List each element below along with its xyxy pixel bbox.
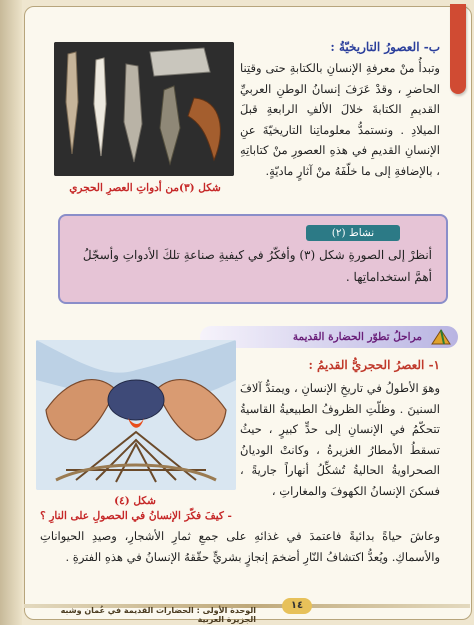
stages-banner-label: مراحلُ تطوّر الحضارة القديمة xyxy=(292,331,422,343)
stone-age-continuation: وعاشَ حياةً بدائيةً فاعتمدَ في غذائهِ على جمعِ ثمارِ الأشجارِ، وصيدِ الحيواناتِ والأسماكِ. ويُعدُّ اكتشافُ النّارِ أضخمَ إنجازٍ بشريٍّ حقّقهُ الإنسانُ في هذهِ الفترةِ . xyxy=(40,529,440,564)
activity-title: نشاط (٢) xyxy=(306,225,400,241)
page-footer xyxy=(24,598,470,624)
activity-text: أنظرْ إلى الصورةِ شكل (٣) وأفكّرُ في كيفيةِ صناعةِ تلكَ الأدواتِ وأسجّلُ أهمَّ استخداماتِها . xyxy=(82,248,432,284)
figure-3-caption: شكل (٣)من أدواتِ العصرِ الحجري xyxy=(69,182,221,194)
bookmark-ribbon xyxy=(450,4,466,94)
activity-box xyxy=(58,214,448,304)
stone-tools-photo xyxy=(54,42,234,176)
fire-making-illustration xyxy=(36,340,236,490)
page-number: ١٤ xyxy=(282,598,312,614)
figure-4-caption-question: - كيفَ فكّرَ الإنسانُ في الحصولِ على النارِ ؟ xyxy=(40,510,232,522)
section-b-paragraph: وتبدأُ منْ معرفةِ الإنسانِ بالكتابةِ حتى وقتِنا الحاضرِ ، وقدْ عَرَفَ إنسانُ الوطنِ العربيِّ القديمِ الكتابةَ خلالَ الألفِ الرابعةِ قبلَ الميلادِ . ونستمدُّ معلوماتِنا التاريخيّةَ عنِ الإنسانِ القديمِ في هذهِ العصورِ منْ كتاباتِهِ ، بالإضافةِ إلى ما خلّفَهُ منْ آثارٍ ماديّةٍ. xyxy=(240,61,440,178)
banner-icon xyxy=(430,328,452,346)
stone-age-paragraph: وهوَ الأطولُ في تاريخِ الإنسانِ ، ويمتدُّ آلافَ السنينَ . وظلّتِ الظروفُ الطبيعيةُ القاسيةُ تتحكّمُ في الإنسانِ إلى حدٍّ كبيرٍ ، حيثُ تسقطُ الأمطارُ الغزيرةُ ، وكانتْ الوديانُ الصحراويةُ الحاليةُ تُشكِّلُ أنهاراً جاريةً ، فسكنَ الإنسانُ الكهوفَ والمغاراتِ ، xyxy=(240,381,440,498)
figure-4-caption-number: شكل (٤) xyxy=(114,495,156,507)
section-b-heading: ب- العصورُ التاريخيّةُ : xyxy=(330,40,440,54)
book-spine-shadow xyxy=(0,0,22,625)
stone-age-heading: ١- العصرُ الحجريُّ القديمُ : xyxy=(308,358,440,372)
pyramid-icon xyxy=(430,328,452,346)
hands-fire-drawing xyxy=(36,340,236,490)
stone-tools-illustration xyxy=(54,42,234,176)
stages-banner xyxy=(200,326,458,348)
unit-title: الوحدة الأولى : الحضارات القديمة في عُمان وشبه الجزيرة العربية xyxy=(60,606,256,624)
